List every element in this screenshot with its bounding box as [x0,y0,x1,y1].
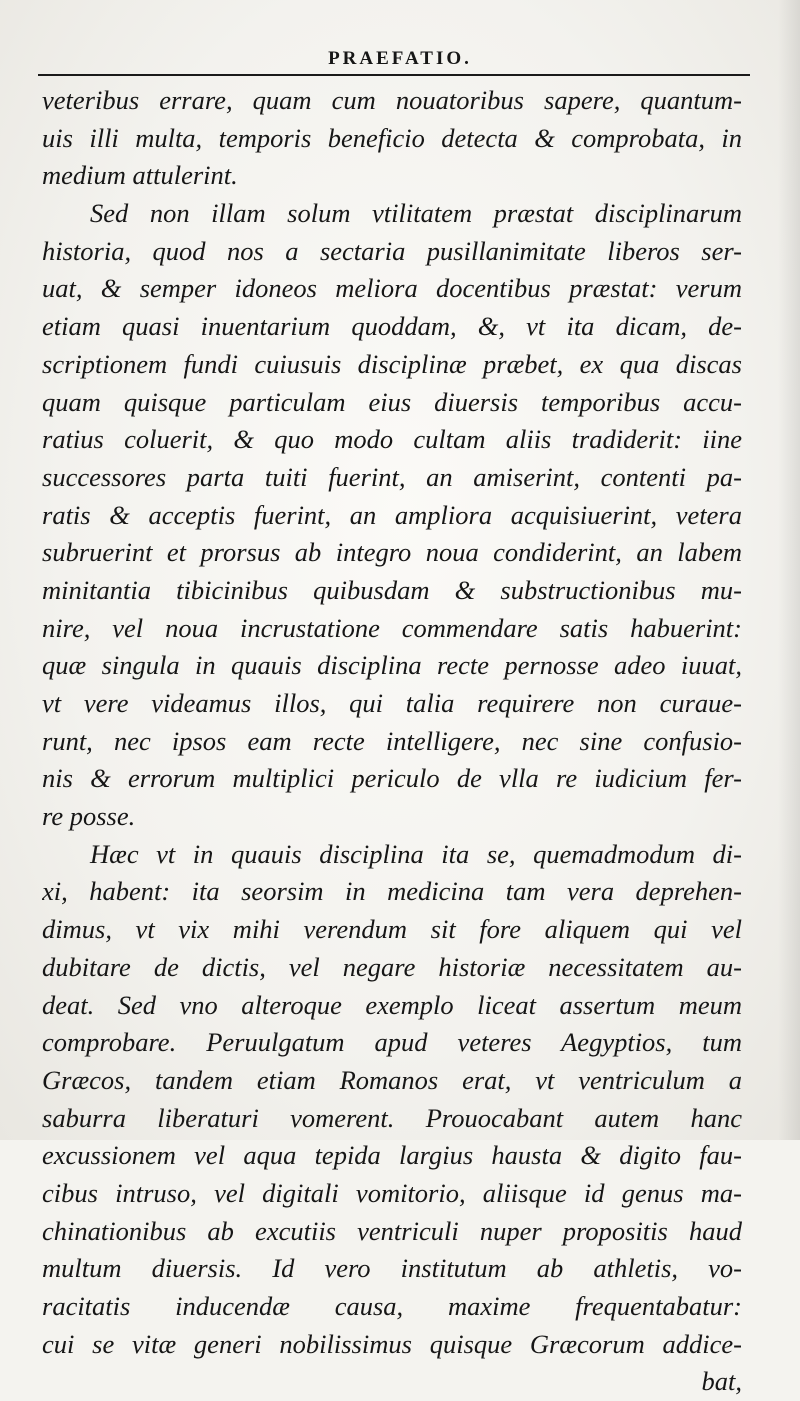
text-line: cui se vitæ generi nobilissimus quisque Græcorum addice- [42,1328,742,1359]
text-line: quam quisque particulam eius diuersis temporibus accu- [42,386,742,417]
text-line: ratis & acceptis fuerint, an ampliora acquisiuerint, vetera [42,499,742,530]
text-line: xi, habent: ita seorsim in medicina tam vera deprehen- [42,876,742,907]
header-rule [38,74,750,76]
text-line: runt, nec ipsos eam recte intelligere, nec sine confusio- [42,725,742,756]
text-line: racitatis inducendæ causa, maxime frequentabatur: [42,1291,742,1321]
text-line: comprobare. Peruulgatum apud veteres Aegyptios, tum [42,1027,742,1058]
text-line: uat, & semper idoneos meliora docentibus præstat: verum [42,273,742,304]
text-line: chinationibus ab excutiis ventriculi nuper propositis haud [42,1215,742,1246]
text-line: minitantia tibicinibus quibusdam & substructionibus mu- [42,574,742,605]
text-line: dubitare de dictis, vel negare historiæ necessitatem au- [42,951,742,982]
text-line: etiam quasi inuentarium quoddam, &, vt ita dicam, de- [42,311,742,342]
text-line: deat. Sed vno alteroque exemplo liceat assertum meum [42,989,742,1020]
text-line: Hæc vt in quauis disciplina ita se, quemadmodum di- [90,838,742,869]
running-head: PRAEFATIO. [328,48,472,69]
text-line: ratius coluerit, & quo modo cultam aliis tradiderit: iine [42,424,742,455]
text-line: subruerint et prorsus ab integro noua condiderint, an labem [42,537,742,568]
text-line: quæ singula in quauis disciplina recte pernosse adeo iuuat, [42,650,742,681]
text-line: Græcos, tandem etiam Romanos erat, vt ventriculum a [42,1064,742,1095]
text-line: Sed non illam solum vtilitatem præstat disciplinarum [90,198,742,229]
text-line: vt vere videamus illos, qui talia requirere non curaue- [42,688,742,718]
text-line: dimus, vt vix mihi verendum sit fore aliquem qui vel [42,914,742,945]
text-line: nis & errorum multiplici periculo de vlla re iudicium fer- [42,763,742,794]
text-line: saburra liberaturi vomerent. Prouocabant autem hanc [42,1102,742,1133]
text-line: excussionem vel aqua tepida largius hausta & digito fau- [42,1140,742,1171]
text-line: medium attulerint. [42,160,238,191]
text-line: uis illi multa, temporis beneficio detecta & comprobata, in [42,122,742,153]
text-line: multum diuersis. Id vero institutum ab athletis, vo- [42,1253,742,1284]
text-line: re posse. [42,801,136,832]
body-text [42,82,742,1401]
text-line: historia, quod nos a sectaria pusillanimitate liberos ser- [42,235,742,266]
text-line: veteribus errare, quam cum nouatoribus sapere, quantum- [42,85,742,115]
text-line: scriptionem fundi cuiusuis disciplinæ præbet, ex qua discas [42,348,742,379]
text-line: successores parta tuiti fuerint, an amiserint, contenti pa- [42,461,742,492]
text-line: cibus intruso, vel digitali vomitorio, aliisque id genus ma- [42,1177,742,1208]
text-line: bat, [701,1366,742,1397]
page-edge-shadow [778,0,800,1140]
text-line: nire, vel noua incrustatione commendare satis habuerint: [42,612,742,643]
